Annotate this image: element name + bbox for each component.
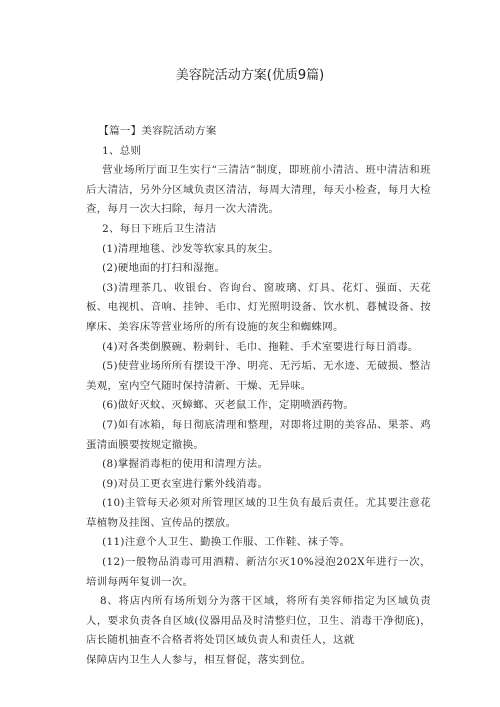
paragraph: (5)使营业场所所有摆设干净、明亮、无污垢、无水迹、无破损、整洁美观，室内空气随时保持清新、干燥、无异味。 — [86, 360, 431, 392]
paragraph: (1)清理地毯、沙发等软家具的灰尘。 — [102, 242, 279, 255]
paragraph: (6)做好灭蚊、灭蟑螂、灭老鼠工作，定期喷洒药物。 — [102, 399, 355, 412]
paragraph: 1、总则 — [102, 144, 142, 157]
paragraph: 保障店内卫生人人参与，相互督促，落实到位。 — [86, 654, 312, 667]
paragraph: (3)清理茶几、收银台、咨询台、窗玻璃、灯具、花灯、强面、天花板、电视机、音响、挂钟、毛巾、灯光照明设备、饮水机、暮械设备、按摩床、美容床等营业场所的所有设施的灰尘和蜘蛛网。 — [86, 281, 431, 333]
paragraph: 8、将店内所有场所划分为落干区域，将所有美容师指定为区域负责人，要求负责各自区域(仪器用品及时清整归位，卫生、消毒干净彻底)，店长随机抽查不合格者将处罚区域负责人和责任人，这就 — [86, 595, 431, 647]
paragraph: (11)注意个人卫生、勤换工作服、工作鞋、袜子等。 — [102, 536, 351, 549]
paragraph: (2)硬地面的打扫和湿拖。 — [102, 262, 226, 275]
paragraph: (12)一般物品消毒可用酒精、新洁尔灭10%浸泡202X年进行一次，培训每两年复训一次。 — [86, 556, 431, 588]
paragraph: 2、每日下班后卫生清洁 — [102, 222, 217, 235]
paragraph: 营业场所厅面卫生实行“三清洁”制度，即班前小清洁、班中清洁和班后大清洁，另外分区域负责区清洁，每周大清理，每天小检查，每月大检查，每月一次大扫除，每月一次大清洗。 — [86, 164, 431, 216]
paragraph: (7)如有冰箱，每日彻底清理和整理，对即将过期的美容品、果茶、鸡蛋清面膜要按规定撤换。 — [86, 418, 431, 451]
paragraph: (4)对各类倒膜碗、粉刺针、毛巾、拖鞋、手术室要进行每日消毒。 — [102, 340, 419, 353]
paragraph: (10)主管每天必须对所管理区域的卫生负有最后责任。尤其要注意花草植物及挂图、宣传品的摆放。 — [86, 497, 431, 529]
paragraph: (9)对员工更衣室进行紫外线消毒。 — [102, 477, 269, 490]
section-heading: 【篇一】美容院活动方案 — [98, 125, 217, 137]
paragraph: (8)掌握消毒柜的使用和清理方法。 — [102, 458, 269, 471]
document-title: 美容院活动方案(优质9篇) — [175, 68, 325, 83]
document-body — [86, 122, 431, 671]
